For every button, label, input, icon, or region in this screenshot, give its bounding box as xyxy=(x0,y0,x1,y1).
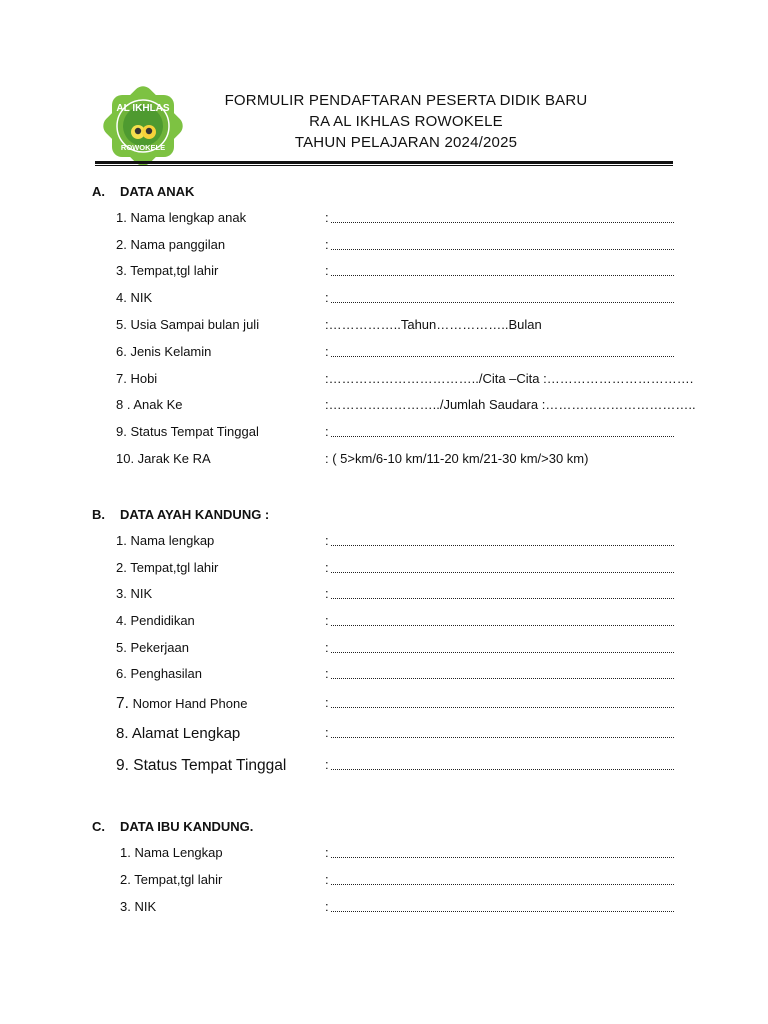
field-label: 1. Nama lengkap xyxy=(116,533,215,548)
field-label: 8. Alamat Lengkap xyxy=(116,725,241,742)
field-row xyxy=(0,560,768,578)
fill-in-line[interactable] xyxy=(331,737,674,738)
fill-in-line[interactable] xyxy=(331,652,674,653)
field-label: 3. Tempat,tgl lahir xyxy=(116,263,219,278)
field-label: 4. NIK xyxy=(116,290,153,305)
field-colon: : xyxy=(325,290,329,305)
field-row xyxy=(0,344,768,362)
field-label: 7. Hobi xyxy=(116,371,158,386)
field-colon: : xyxy=(325,899,329,914)
form-title xyxy=(180,90,632,153)
field-colon: : xyxy=(325,872,329,887)
field-label: 2. Tempat,tgl lahir xyxy=(116,560,219,575)
field-label-text: Nomor Hand Phone xyxy=(132,696,248,711)
section-a-letter: A. xyxy=(92,184,105,199)
fill-in-line[interactable] xyxy=(331,572,674,573)
field-colon: : xyxy=(325,424,329,439)
fill-in-line[interactable] xyxy=(331,356,674,357)
field-label: 9. Status Tempat Tinggal xyxy=(116,757,287,774)
field-row xyxy=(0,451,768,469)
fill-in-line[interactable] xyxy=(331,678,674,679)
field-colon: : xyxy=(325,757,329,772)
field-row xyxy=(0,899,768,917)
field-label: 8 . Anak Ke xyxy=(116,397,183,412)
field-row xyxy=(0,725,768,743)
section-c-title: DATA IBU KANDUNG. xyxy=(120,819,254,834)
field-label: 6. Penghasilan xyxy=(116,666,203,681)
fill-in-line[interactable] xyxy=(331,707,674,708)
field-label: 3. NIK xyxy=(116,586,153,601)
field-colon: : xyxy=(325,210,329,225)
field-row xyxy=(0,533,768,551)
field-colon: : xyxy=(325,845,329,860)
field-colon: : xyxy=(325,237,329,252)
field-label: 10. Jarak Ke RA xyxy=(116,451,211,466)
field-label: 2. Nama panggilan xyxy=(116,237,226,252)
field-row xyxy=(0,872,768,890)
field-row xyxy=(0,397,768,415)
field-colon: : xyxy=(325,640,329,655)
header-divider-thin xyxy=(95,165,673,166)
fill-in-line[interactable] xyxy=(331,275,674,276)
field-row xyxy=(0,613,768,631)
field-row xyxy=(0,290,768,308)
title-line-3: TAHUN PELAJARAN 2024/2025 xyxy=(294,134,518,151)
title-line-2: RA AL IKHLAS ROWOKELE xyxy=(309,113,503,130)
field-row xyxy=(0,371,768,389)
fill-in-line[interactable] xyxy=(331,436,674,437)
field-label: 5. Usia Sampai bulan juli xyxy=(116,317,260,332)
logo-text-bottom: ROWOKELE xyxy=(120,143,166,152)
field-label: 6. Jenis Kelamin xyxy=(116,344,212,359)
field-colon: : xyxy=(325,613,329,628)
field-colon: : xyxy=(325,263,329,278)
field-row xyxy=(0,757,768,775)
field-row xyxy=(0,845,768,863)
section-a-heading xyxy=(92,184,194,199)
school-logo xyxy=(103,86,183,166)
section-b-title: DATA AYAH KANDUNG : xyxy=(120,507,270,522)
field-label: 1. Nama lengkap anak xyxy=(116,210,247,225)
field-number: 7. xyxy=(116,695,129,712)
field-label: 9. Status Tempat Tinggal xyxy=(116,424,259,439)
field-colon: : xyxy=(325,533,329,548)
fill-in-line[interactable] xyxy=(331,598,674,599)
field-colon: : xyxy=(325,666,329,681)
fill-in-line[interactable] xyxy=(331,857,674,858)
fill-in-line[interactable] xyxy=(331,249,674,250)
field-label: 2. Tempat,tgl lahir xyxy=(120,872,223,887)
field-colon: : xyxy=(325,725,329,740)
field-row xyxy=(0,586,768,604)
field-row xyxy=(0,424,768,442)
field-label xyxy=(116,695,247,713)
fill-in-line[interactable] xyxy=(331,769,674,770)
fill-in-line[interactable] xyxy=(331,222,674,223)
field-row xyxy=(0,210,768,228)
fill-in-line[interactable] xyxy=(331,302,674,303)
field-value-age[interactable]: :……………..Tahun……………..Bulan xyxy=(325,317,542,332)
section-b-heading xyxy=(92,507,269,522)
field-label: 4. Pendidikan xyxy=(116,613,195,628)
logo-text-top: AL IKHLAS xyxy=(116,103,170,114)
fill-in-line[interactable] xyxy=(331,625,674,626)
field-value-distance[interactable]: : ( 5>km/6-10 km/11-20 km/21-30 km/>30 km) xyxy=(325,451,589,466)
fill-in-line[interactable] xyxy=(331,545,674,546)
field-value-siblings[interactable]: :……………………../Jumlah Saudara :…………………………….. xyxy=(325,397,696,412)
field-row xyxy=(0,263,768,281)
fill-in-line[interactable] xyxy=(331,911,674,912)
field-row xyxy=(0,317,768,335)
fill-in-line[interactable] xyxy=(331,884,674,885)
field-colon: : xyxy=(325,344,329,359)
field-label: 1. Nama Lengkap xyxy=(120,845,223,860)
field-colon: : xyxy=(325,560,329,575)
field-row xyxy=(0,237,768,255)
header-divider xyxy=(95,161,673,164)
field-value-hobby[interactable]: :……………………………../Cita –Cita :……………………………. xyxy=(325,371,694,386)
section-a-title: DATA ANAK xyxy=(120,184,195,199)
field-label: 3. NIK xyxy=(120,899,157,914)
field-label: 5. Pekerjaan xyxy=(116,640,189,655)
section-c-heading xyxy=(92,819,253,834)
field-colon: : xyxy=(325,695,329,710)
field-row xyxy=(0,695,768,713)
section-b-letter: B. xyxy=(92,507,105,522)
field-row xyxy=(0,640,768,658)
field-colon: : xyxy=(325,586,329,601)
title-line-1: FORMULIR PENDAFTARAN PESERTA DIDIK BARU xyxy=(224,92,588,109)
section-c-letter: C. xyxy=(92,819,105,834)
field-row xyxy=(0,666,768,684)
